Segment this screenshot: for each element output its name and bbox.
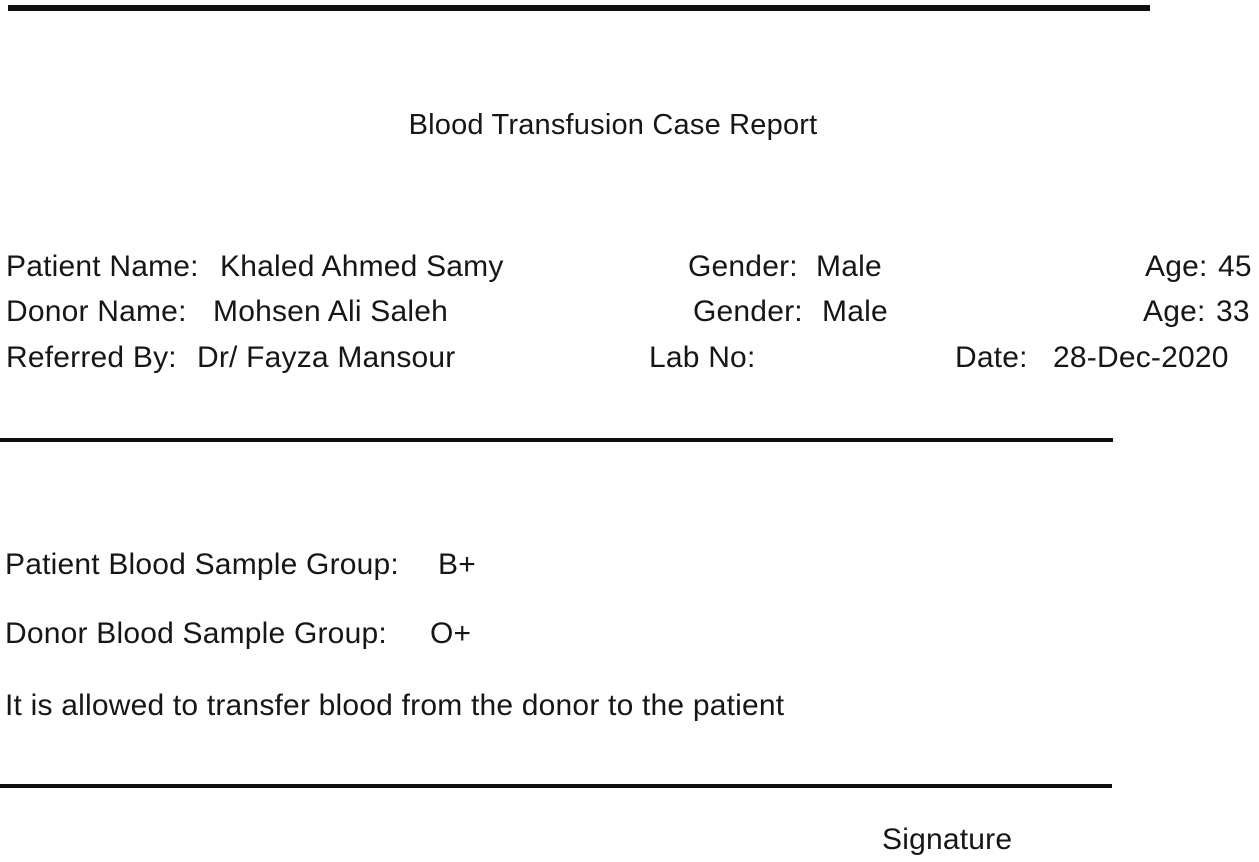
report-title: Blood Transfusion Case Report xyxy=(408,109,818,141)
section-divider-rule xyxy=(0,438,1113,442)
referred-by-value: Dr/ Fayza Mansour xyxy=(197,341,456,374)
signature-rule xyxy=(0,784,1112,788)
date-value: 28-Dec-2020 xyxy=(1053,341,1229,374)
patient-age-value: 45 xyxy=(1218,250,1252,283)
referred-by-label: Referred By: xyxy=(6,341,177,374)
patient-blood-group-value: B+ xyxy=(438,548,476,581)
lab-no-label: Lab No: xyxy=(649,341,756,374)
date-label: Date: xyxy=(955,341,1028,374)
top-border-rule xyxy=(8,5,1150,11)
patient-blood-group-label: Patient Blood Sample Group: xyxy=(5,548,399,581)
donor-age-label: Age: xyxy=(1143,295,1206,328)
donor-name-label: Donor Name: xyxy=(6,295,187,328)
donor-blood-group-label: Donor Blood Sample Group: xyxy=(5,617,387,650)
patient-gender-value: Male xyxy=(816,250,882,283)
donor-gender-label: Gender: xyxy=(693,295,803,328)
patient-gender-label: Gender: xyxy=(688,250,798,283)
signature-label: Signature xyxy=(882,823,1013,856)
donor-name-value: Mohsen Ali Saleh xyxy=(213,295,449,328)
patient-name-value: Khaled Ahmed Samy xyxy=(220,250,504,283)
donor-blood-group-value: O+ xyxy=(430,617,472,650)
donor-age-value: 33 xyxy=(1216,295,1250,328)
patient-name-label: Patient Name: xyxy=(6,250,199,283)
compatibility-statement: It is allowed to transfer blood from the donor to the patient xyxy=(5,689,785,722)
patient-age-label: Age: xyxy=(1145,250,1208,283)
donor-gender-value: Male xyxy=(822,295,888,328)
